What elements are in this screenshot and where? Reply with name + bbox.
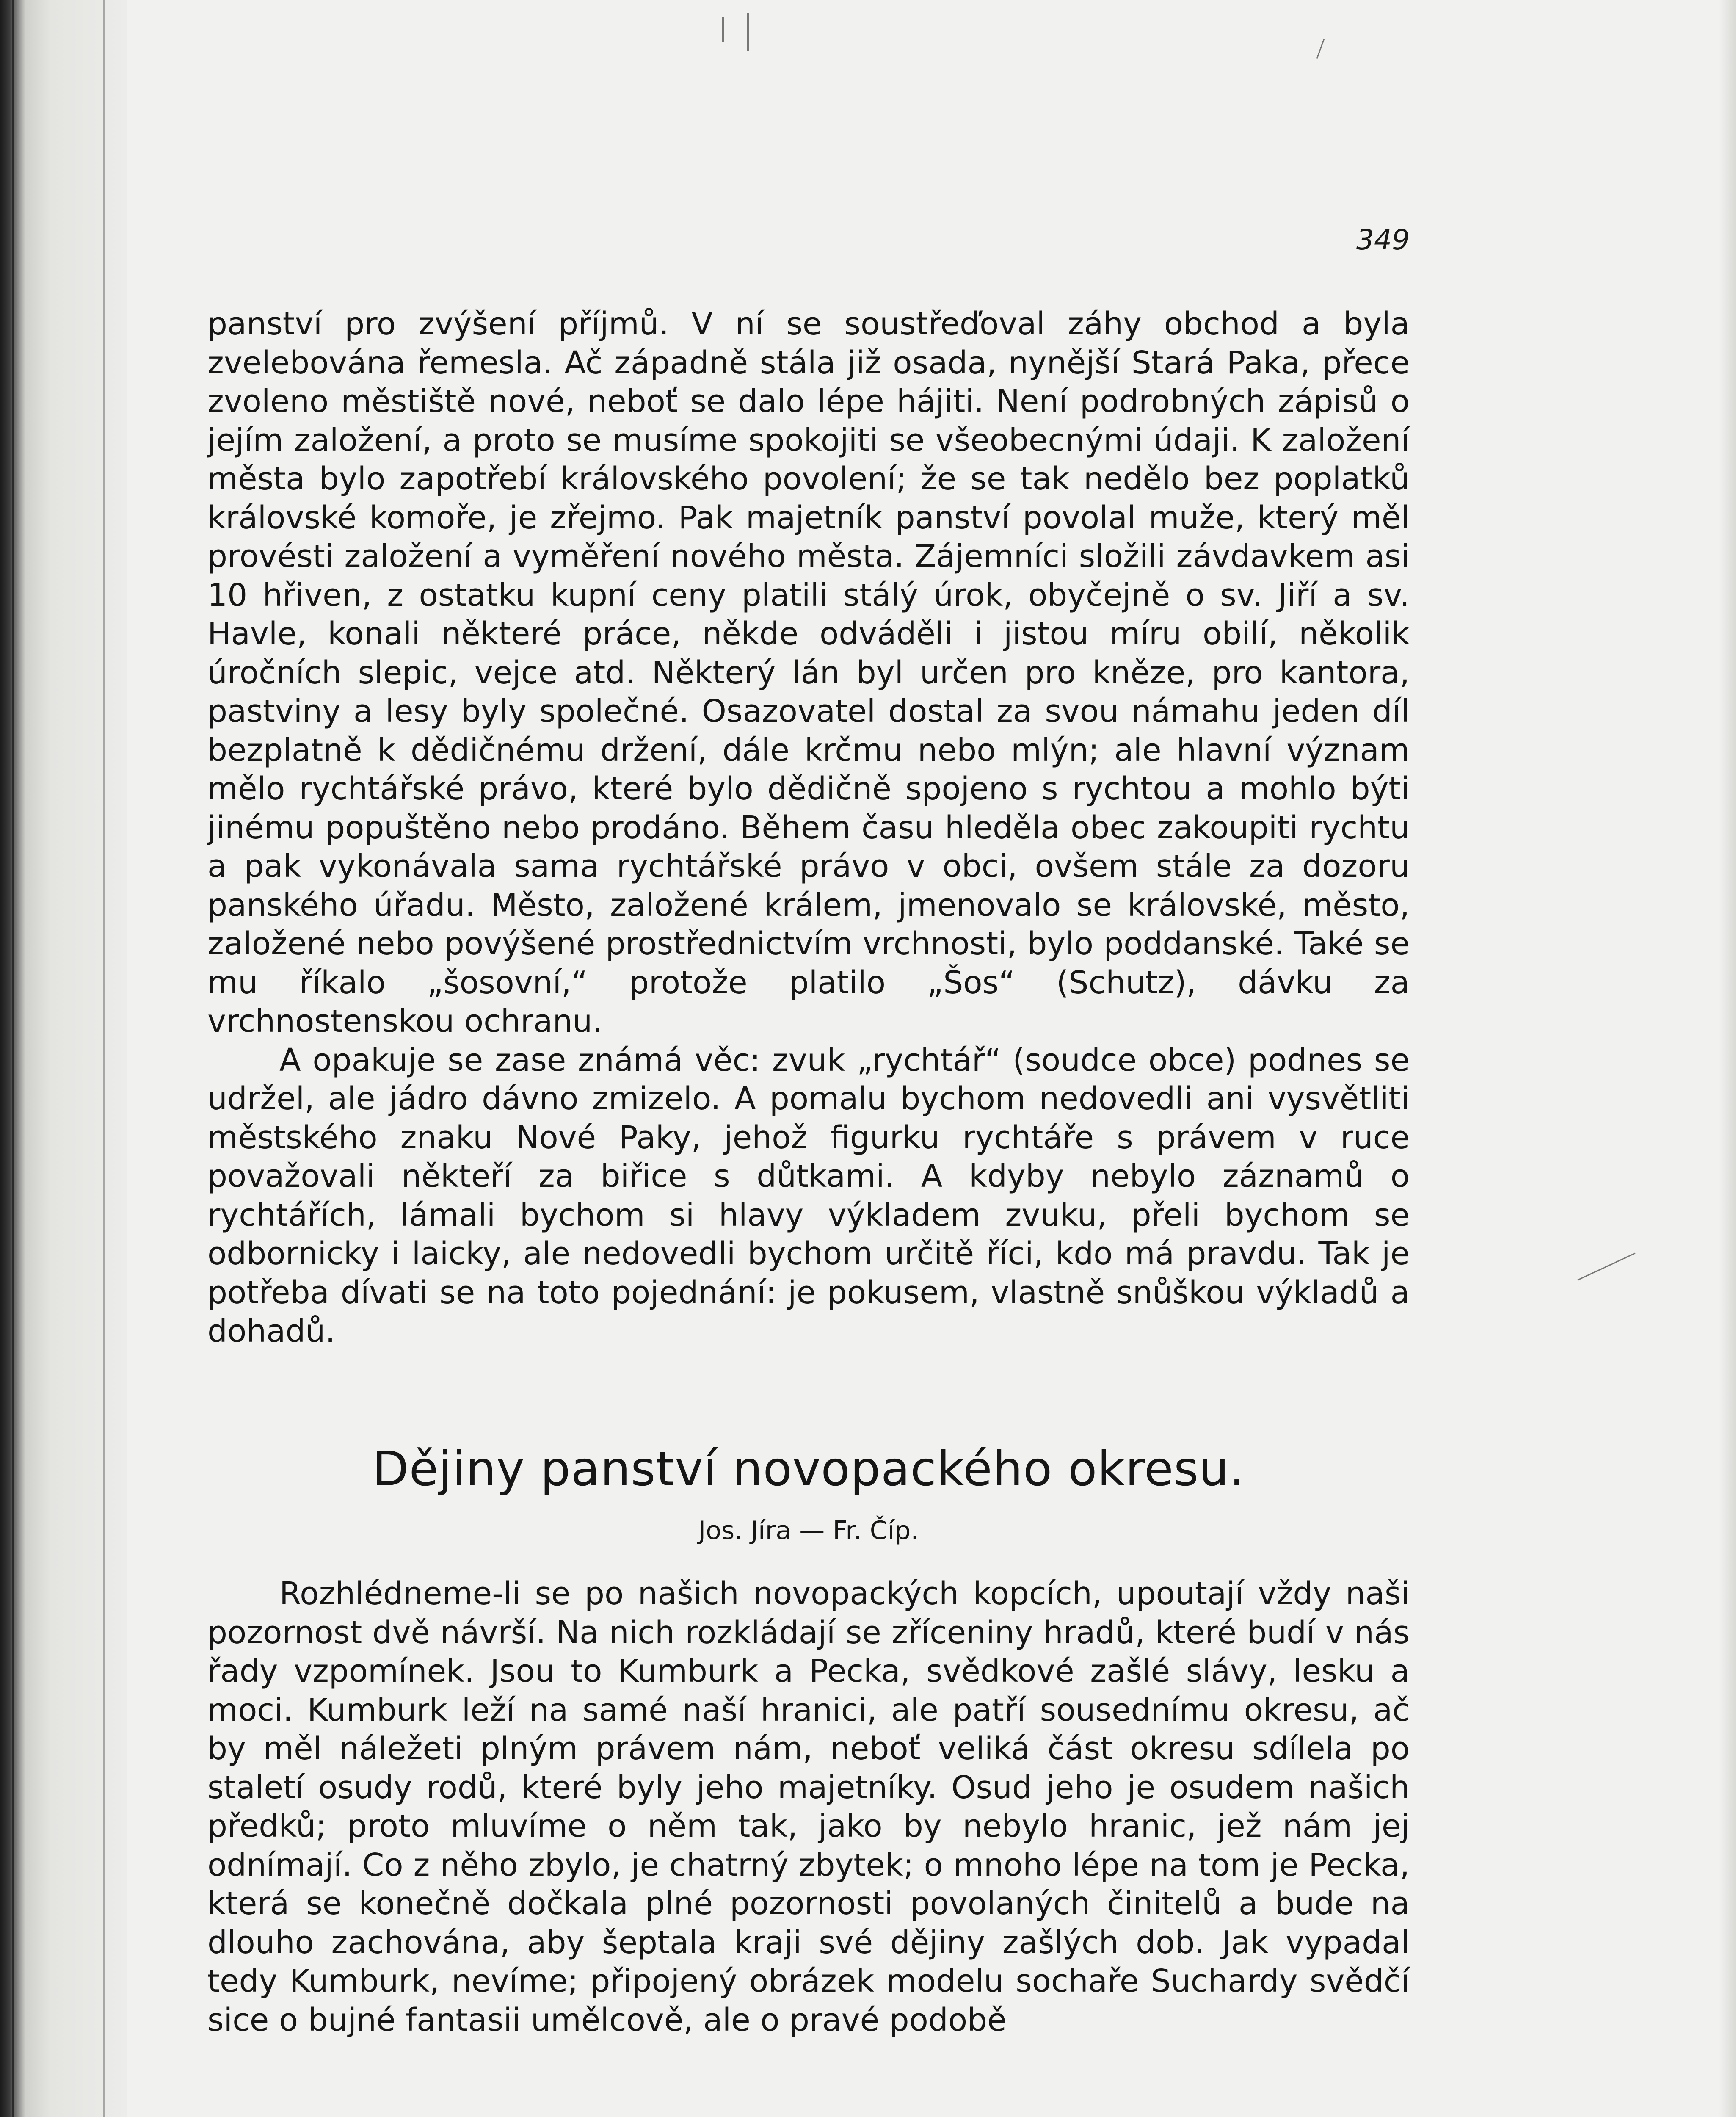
paragraph: panství pro zvýšení příjmů. V ní se soustřeďoval záhy obchod a byla zvelebována řemesla. Ač západně stála již osada, nynější Stará Paka, přece zvoleno městiště nové, neboť se dalo lépe hájiti. Není podrobných zápisů o jejím založení, a proto se musíme spokojiti se všeobecnými údaji. K založení města bylo zapotřebí královského povolení; že se tak nedělo bez poplatků královské komoře, je zřejmo. Pak majetník panství povolal muže, který měl provésti založení a vyměření nového města. Zájemníci složili závdavkem asi 10 hřiven, z ostatku kupní ceny platili stálý úrok, obyčejně o sv. Jiří a sv. Havle, konali některé práce, někde odváděli i jistou míru obilí, několik úročních slepic, vejce atd. Některý lán byl určen pro kněze, pro kantora, pastviny a lesy byly společné. Osazovatel dostal za svou námahu jeden díl bezplatně k dědičnému držení, dále krčmu nebo mlýn; ale hlavní význam mělo rychtářské právo, které bylo dědičně spojeno s rychtou a mohlo býti jinému popuštěno nebo prodáno. Během času hleděla obec zakoupiti rychtu a pak vykonávala sama rychtářské právo v obci, ovšem stále za dozoru panského úřadu. Město, založené králem, jmenovalo se královské, město, založené nebo povýšené prostřednictvím vrchnosti, bylo poddanské. Také se mu říkalo „šosovní,“ protože platilo „Šos“ (Schutz), dávku za vrchnostenskou ochranu. <box>207 306 1410 1039</box>
stray-mark <box>1577 1252 1635 1280</box>
binding-shadow <box>12 0 14 2117</box>
page-right-edge <box>1719 0 1736 2117</box>
article-title: Dějiny panství novopackého okresu. <box>372 1442 1245 1497</box>
article-body <box>207 1575 1410 2040</box>
paragraph: Rozhlédneme-li se po našich novopackých kopcích, upoutají vždy naši pozornost dvě návrší. Na nich rozkládají se zříceniny hradů, které budí v nás řady vzpomínek. Jsou to Kumburk a Pecka, svědkové zašlé slávy, lesku a moci. Kumburk leží na samé naší hranici, ale patří sousednímu okresu, ač by měl náležeti plným právem nám, neboť veliká část okresu sdílela po staletí osudy rodů, které byly jeho majetníky. Osud jeho je osudem našich předků; proto mluvíme o něm tak, jako by nebylo hranic, jež nám jej odnímají. Co z něho zbylo, je chatrný zbytek; o mnoho lépe na tom je Pecka, která se konečně dočkala plné pozornosti povolaných činitelů a bude na dlouho zachována, aby šeptala kraji své dějiny zašlých dob. Jak vypadal tedy Kumburk, nevíme; připojený obrázek modelu sochaře Suchardy svědčí sice o bujné fantasii umělcově, ale o pravé podobě <box>207 1575 1410 2038</box>
paragraph: A opakuje se zase známá věc: zvuk „rychtář“ (soudce obce) podnes se udržel, ale jádro dávno zmizelo. A pomalu bychom nedovedli ani vysvětliti městského znaku Nové Paky, jehož figurku rychtáře s právem v ruce považovali někteří za biřice s důtkami. A kdyby nebylo záznamů o rychtářích, lámali bychom si hlavy výkladem zvuku, přeli bychom se odbornicky i laicky, ale nedovedli bychom určitě říci, kdo má pravdu. Tak je potřeba dívati se na toto pojednání: je pokusem, vlastně snůškou výkladů a dohadů. <box>207 1042 1410 1349</box>
stray-mark <box>747 13 749 51</box>
article-authors: Jos. Jíra — Fr. Číp. <box>698 1516 919 1545</box>
stray-mark <box>1316 39 1325 59</box>
article-continuation <box>207 305 1410 1351</box>
stray-mark <box>722 17 724 42</box>
binding-fold <box>103 0 105 2117</box>
book-spine-edge <box>0 0 127 2117</box>
page-number: 349 <box>1356 224 1410 256</box>
